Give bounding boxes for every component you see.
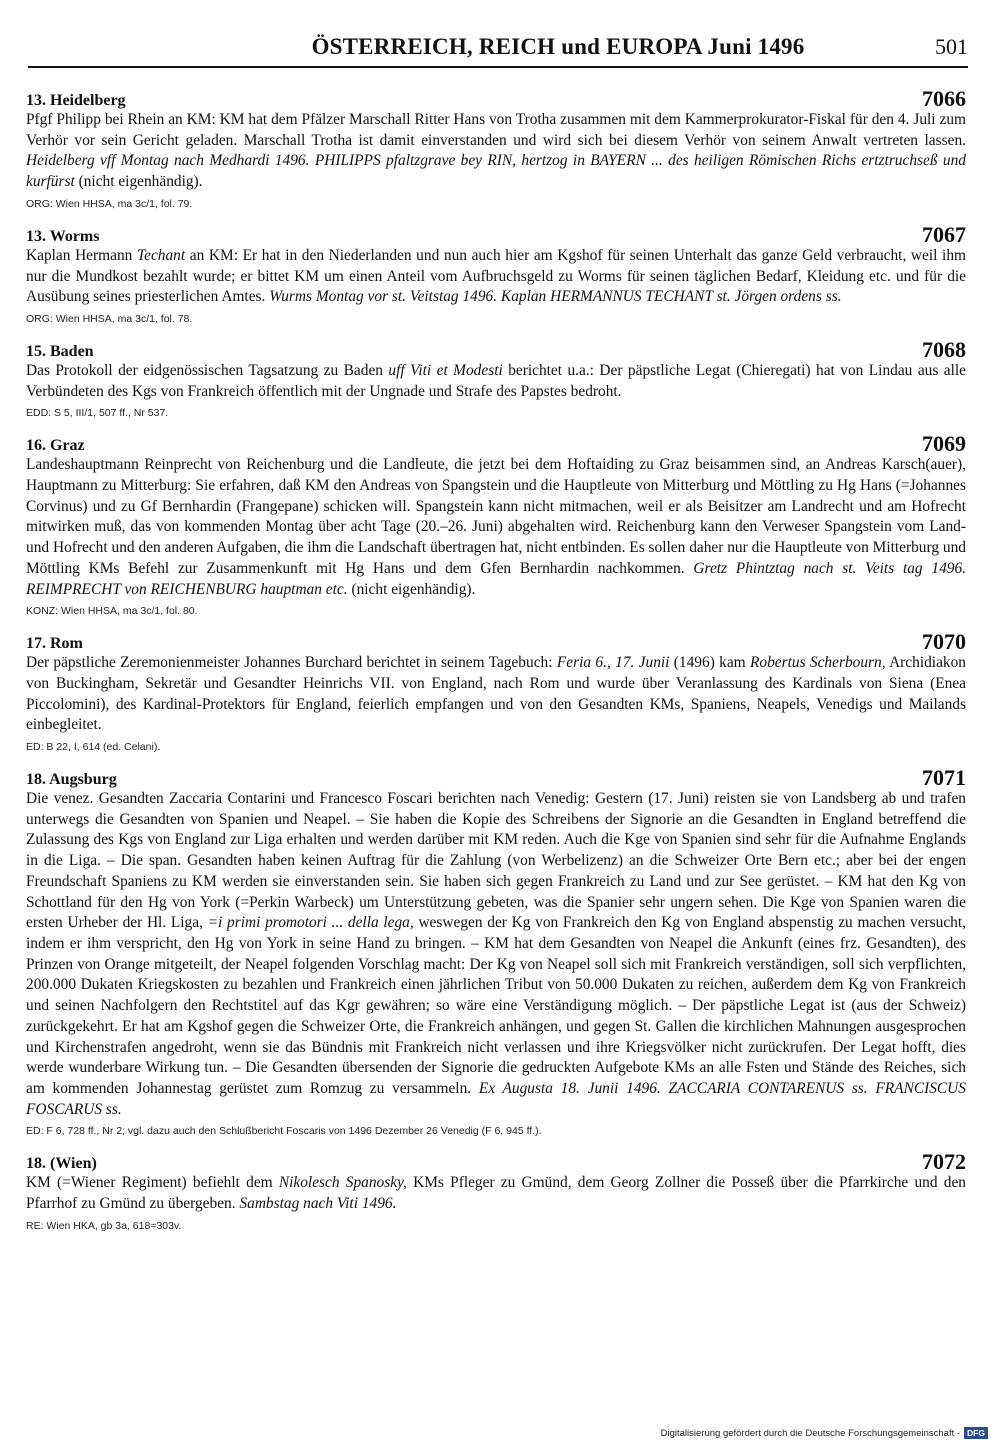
header-rule <box>28 66 968 68</box>
entry-text <box>26 789 966 1120</box>
entry-text-segment: weswegen der Kg von Frankreich den Kg von England abspenstig zu machen versucht, indem er ihm verspricht, den Hg von York in seine Hand zu bringen. – KM hat dem Gesandten von Neapel die Ankunft (eines frz. Gesandten), des Prinzen von Orange mitgeteilt, der Neapel folgenden Vorschlag macht: Der Kg von Neapel soll sich mit Frankreich verständigen, soll sich verpflichten, 200.000 Dukaten Kriegskosten zu bezahlen und Frankreich einen jährlichen Tribut von 50.000 Dukaten zu reichen, außerdem dem Kg von Frankreich und seinen Nachfolgern den Rechtstitel auf das Kgr gewähren; so wäre eine Verständigung möglich. – Der päpstliche Legat ist (aus der Schweiz) zurückgekehrt. Er hat am Kgshof gegen die Schweizer Orte, die Frankreich anhängen, und gegen St. Gallen die kirchlichen Mahnungen ausgesprochen und Kirchenstrafen angedroht, wenn sie das Bündnis mit Frankreich nicht verlassen und ihre Kriegsvölker nicht zurückrufen. Der Legat hofft, dies werde wunderbare Wirkung tun. – Die Gesandten übersenden der Signorie die gedruckten Aufgebote KMs an alle Fsten und Stände des Reiches, sich am kommenden Johannestag gerüstet zum Romzug zu versammeln. <box>26 914 966 1097</box>
entry-source: ED: F 6, 728 ff., Nr 2; vgl. dazu auch den Schlußbericht Foscaris von 1496 Dezember 26 Venedig (F 6, 945 ff.). <box>26 1125 542 1138</box>
entry-source: ORG: Wien HHSA, ma 3c/1, fol. 78. <box>26 312 193 325</box>
entry-text <box>26 455 966 600</box>
entry-text-segment: (nicht eigenhändig). <box>347 580 476 598</box>
entry-text-italic: =i primi promotori ... della lega, <box>207 914 414 932</box>
page-header <box>28 30 968 64</box>
entry-source: KONZ: Wien HHSA, ma 3c/1, fol. 80. <box>26 605 198 618</box>
running-title: ÖSTERREICH, REICH und EUROPA Juni 1496 <box>311 34 805 59</box>
entry-heading <box>26 767 966 789</box>
entry-date-place: 18. Augsburg <box>26 771 117 789</box>
entry-number: 7066 <box>922 86 966 111</box>
entry-source: ORG: Wien HHSA, ma 3c/1, fol. 79. <box>26 197 193 210</box>
entry-text <box>26 1173 966 1214</box>
entry-source: ED: B 22, I, 614 (ed. Celani). <box>26 741 161 754</box>
entry-text-segment: Der päpstliche Zeremonienmeister Johannes Burchard berichtet in seinem Tagebuch: <box>26 654 557 672</box>
entry-date-place: 16. Graz <box>26 437 85 455</box>
entry-text-segment: Landeshauptmann Reinprecht von Reichenburg und die Landleute, die jetzt bei dem Hoftaiding zu Graz beisammen sind, an Andreas Karsch(auer), Hauptmann zu Mitterburg: Sie erfahren, daß KM den Andreas von Spangstein und die Hauptleute von Mitterburg und Möttling zu Hg Hans (=Johannes Corvinus) und zu Gf Bernhardin (Frangepane) schicken will. Spangstein kann nicht mitmachen, weil er als Beisitzer am Landrecht und am Hofrecht mitwirken muß, das von kommenden Montag über acht Tage (20.–26. Juni) abgehalten wird. Reichenburg kann den Verweser Spangstein vom Land- und Hofrecht und den anderen Aufgaben, die ihm die Landschaft übertragen hat, nicht entbinden. Es sollen daher nur die Hauptleute von Mitterburg und Möttling KMs Befehl zur Zusammenkunft mit Hg Hans und dem Gfen Bernhardin nachkommen. <box>26 456 966 577</box>
entry-date-place: 13. Worms <box>26 227 100 245</box>
entry-text-segment: an KM: Er hat in den Niederlanden und nun auch hier am Kgshof für seinen Unterhalt das ganze Geld verbraucht, weil ihm nur die Mundkost bezahlt wurde; er bittet KM um einen Anteil vom Aufbruchsgeld zu Worms für seinen täglichen Bedarf, Kleidung etc. und für die Ausübung seines priesterlichen Amtes. <box>26 246 967 306</box>
entry-text-segment: (1496) kam <box>669 654 750 672</box>
entry-text-italic: Sambstag nach Viti 1496. <box>239 1195 397 1213</box>
entry-text-italic: Heidelberg vff Montag nach Medhardi 1496. PHILIPPS pfaltzgrave bey RIN, hertzog in BAYERN ... des heiligen Römischen Richs ertztruchseß und kurfürst <box>26 152 966 191</box>
regest-entry <box>26 221 967 327</box>
entry-text-segment: berichtet u.a.: Der päpstliche Legat (Chieregati) hat von Lindau aus alle Verbündeten des Kgs von Frankreich öffentlich mit der Ungnade und Strafe des Papstes bedroht. <box>26 361 966 400</box>
entry-text-segment: (nicht eigenhändig). <box>74 173 203 191</box>
entry-text-segment: KM (=Wiener Regiment) befiehlt dem <box>26 1174 279 1192</box>
entry-text-italic: Wurms Montag vor st. Veitstag 1496. Kaplan HERMANNUS TECHANT st. Jörgen ordens ss. <box>269 288 842 306</box>
regest-entry <box>26 88 966 212</box>
entry-text-italic: Feria 6., 17. Junii <box>556 654 670 672</box>
entry-heading <box>26 433 966 455</box>
entry-number: 7072 <box>922 1149 966 1175</box>
entry-text-italic: Nikolesch Spanosky, <box>278 1174 407 1192</box>
entry-text-italic: uff Viti et Modesti <box>388 361 503 379</box>
entry-text-segment: Pfgf Philipp bei Rhein an KM: KM hat dem Pfälzer Marschall Ritter Hans von Trotha zusammen mit dem Kammerprokurator-Fiskal für den 4. Juli zum Verhör vor sein Gericht geladen. Marschall Trotha ist damit einverstanden und wird sich bei diesem Verhör von seinem Anwalt vertreten lassen. <box>26 111 966 149</box>
regest-entry <box>26 631 966 755</box>
footer <box>661 1426 988 1440</box>
entry-text-segment: Archidiakon von Buckingham, Sekretär und Gesandter Heinrichs VII. von England, nach Rom und wurde über Veranlassung des Kardinals von Siena (Enea Piccolomini), des Kardinal-Protektors für England, feierlich empfangen und von den Gesandten KMs, Spaniens, Neapels, Venedigs und Mailands einbegleitet. <box>26 654 966 734</box>
entry-heading <box>26 336 966 362</box>
regest-entry <box>26 433 966 619</box>
entry-date-place: 13. Heidelberg <box>26 92 126 109</box>
entry-text <box>26 653 966 736</box>
entry-text-italic: Techant <box>136 246 186 264</box>
entry-text <box>26 110 966 193</box>
entry-date-place: 17. Rom <box>26 635 83 653</box>
entry-text-italic: Ex Augusta 18. Junii 1496. ZACCARIA CONTARENUS ss. FRANCISCUS FOSCARUS ss. <box>26 1079 966 1118</box>
entry-number: 7070 <box>922 629 966 655</box>
entry-heading <box>26 88 966 110</box>
entry-text <box>26 246 966 308</box>
regest-entry <box>26 767 966 1139</box>
entry-heading <box>26 221 966 247</box>
entry-text-segment: Kaplan Hermann <box>26 246 137 264</box>
regest-entry <box>26 1151 966 1233</box>
entry-number: 7067 <box>922 221 966 247</box>
entry-text-segment: KMs Pfleger zu Gmünd, dem Georg Zollner die Posseß über die Pfarrkirche und den Pfarrhof zu Gmünd zu übergeben. <box>26 1174 967 1213</box>
entry-text <box>26 361 966 402</box>
entry-text-segment: Die venez. Gesandten Zaccaria Contarini und Francesco Foscari berichten nach Venedig: Gestern (17. Juni) reisten sie von Landsberg ab und trafen unterwegs die Gesandten von Spanien und Neapel. – Sie haben die Kopie des Schreibens der Signorie an die Gesandten in England betreffend die Zulassung des Kgs von England zur Liga erhalten und werden darüber mit KM reden. Auch die Kge von Spanien sind sehr für die Aufnahme Englands in die Liga. – Die span. Gesandten haben keinen Auftrag für die Zahlung (von Werbelizenz) an die Schweizer Orte Bern etc.; aber bei der engen Freundschaft Spaniens zu KM werden sie einverstanden sein. Sie haben sich gegen Frankreich zu Land und zur See gerüstet. – KM hat den Kg von Schottland für den Hg von York (=Perkin Warbeck) um Unterstützung gebeten, was die Spanier sehr ungern sehen. Die Kge von Spanien waren die ersten Urheber der Hl. Liga, <box>26 790 966 932</box>
regest-entry <box>26 336 966 421</box>
entry-source: EDD: S 5, III/1, 507 ff., Nr 537. <box>26 407 169 420</box>
entry-list <box>26 88 966 1246</box>
funding-note: Digitalisierung gefördert durch die Deutsche Forschungsgemeinschaft - <box>660 1427 961 1439</box>
dfg-logo: DFG <box>964 1427 988 1439</box>
entry-date-place: 15. Baden <box>26 342 94 360</box>
entry-number: 7069 <box>922 431 966 457</box>
entry-text-italic: Robertus Scherbourn, <box>750 654 886 672</box>
entry-text-italic: Gretz Phintztag nach st. Veits tag 1496. REIMPRECHT von REICHENBURG hauptman etc. <box>26 559 967 598</box>
entry-date-place: 18. (Wien) <box>26 1155 97 1173</box>
entry-heading <box>26 1151 966 1173</box>
entry-source: RE: Wien HKA, gb 3a, 618=303v. <box>26 1219 182 1232</box>
page-number: 501 <box>935 34 968 59</box>
entry-heading <box>26 631 966 653</box>
entry-number: 7068 <box>922 336 966 362</box>
entry-number: 7071 <box>922 765 966 791</box>
entry-text-segment: Das Protokoll der eidgenössischen Tagsatzung zu Baden <box>26 361 389 379</box>
